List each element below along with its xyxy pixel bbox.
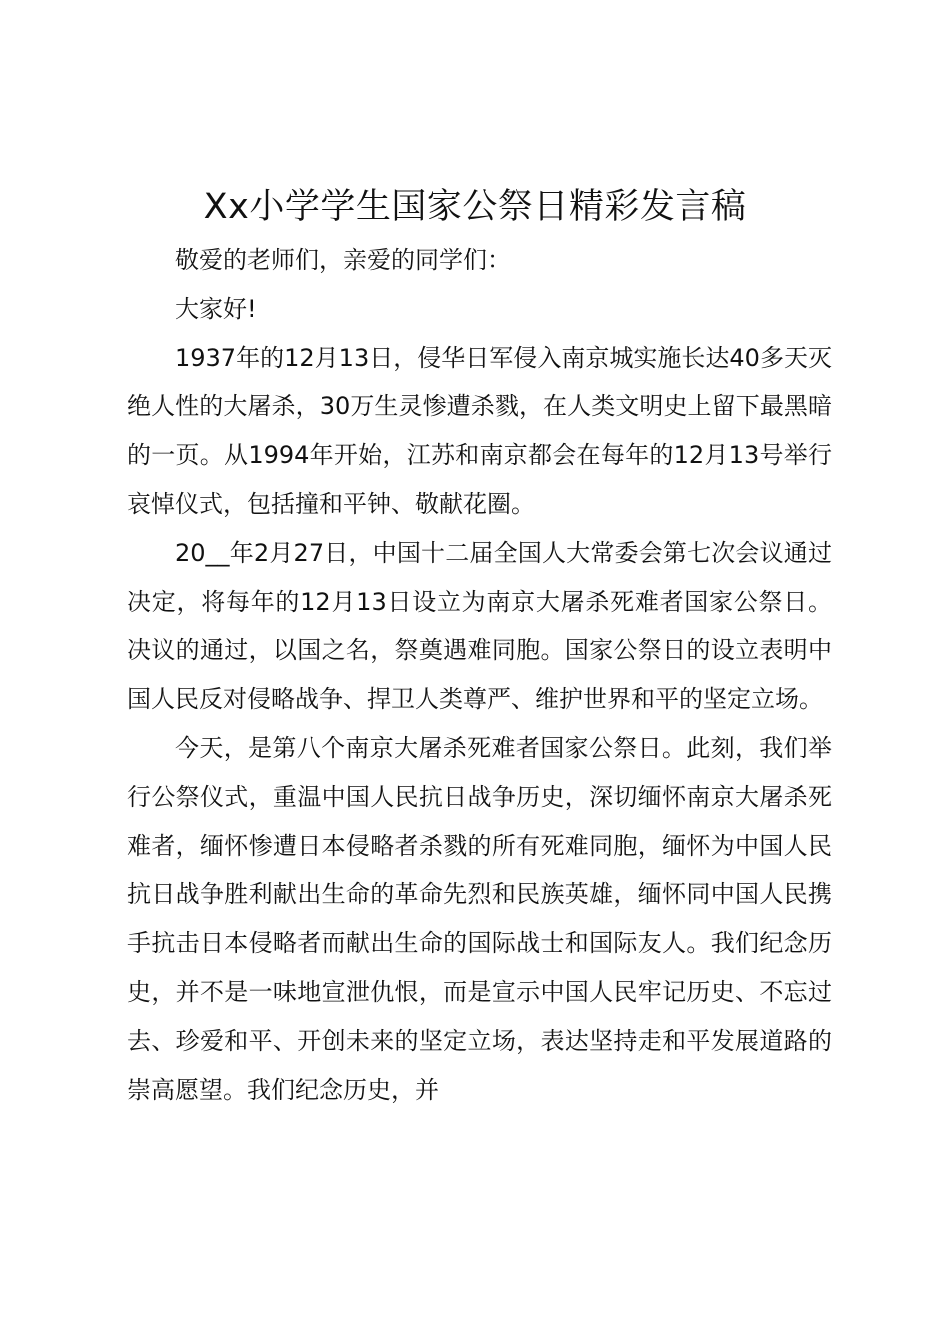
document-title: Xx小学学生国家公祭日精彩发言稿 [203, 187, 747, 227]
salutation-paragraph: 敬爱的老师们，亲爱的同学们： [175, 246, 511, 274]
commemoration-paragraph: 今天，是第八个南京大屠杀死难者国家公祭日。此刻，我们举行公祭仪式，重温中国人民抗日战争历史，深切缅怀南京大屠杀死难者，缅怀惨遭日本侵略者杀戮的所有死难同胞，缅怀为中国人民抗日战争胜利献出生命的革命先烈和民族英雄，缅怀同中国人民携手抗击日本侵略者而献出生命的国际战士和国际友人。我们纪念历史，并不是一味地宣泄仇恨，而是宣示中国人民牢记历史、不忘过去、珍爱和平、开创未来的坚定立场，表达坚持走和平发展道路的崇高愿望。我们纪念历史，并 [127, 733, 832, 1104]
greeting-paragraph: 大家好! [175, 294, 257, 323]
decision-paragraph: 20__年2月27日，中国十二届全国人大常委会第七次会议通过决定，将每年的12月13日设立为南京大屠杀死难者国家公祭日。决议的通过，以国之名，祭奠遇难同胞。国家公祭日的设立表明中国人民反对侵略战争、捍卫人类尊严、维护世界和平的坚定立场。 [127, 538, 832, 714]
history-paragraph: 1937年的12月13日，侵华日军侵入南京城实施长达40多天灭绝人性的大屠杀，30万生灵惨遭杀戮，在人类文明史上留下最黑暗的一页。从1994年开始，江苏和南京都会在每年的12月13号举行哀悼仪式，包括撞和平钟、敬献花圈。 [127, 343, 832, 518]
document-body [127, 236, 832, 1114]
